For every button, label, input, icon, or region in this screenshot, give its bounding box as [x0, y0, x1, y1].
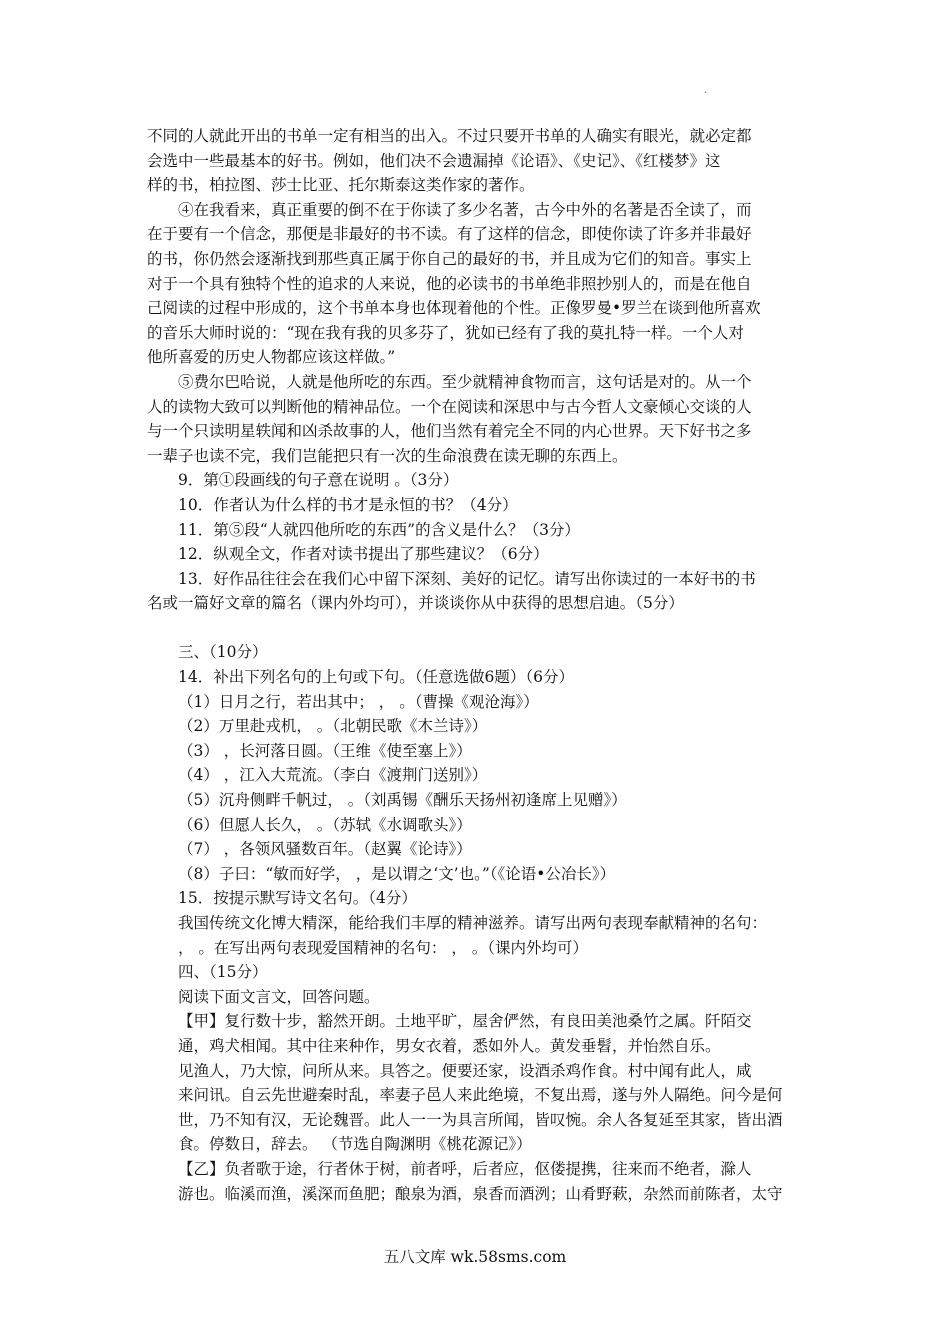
- text-line: 对于一个具有独特个性的追求的人来说，他的必读书的书单绝非照抄别人的，而是在他自: [147, 274, 752, 293]
- text-line: 在于要有一个信念，那便是非最好的书不读。有了这样的信念，即使你读了许多并非最好: [147, 225, 752, 244]
- passage-yi-line: 【乙】负者歌于途，行者休于树，前者呼，后者应，伛偻提携，往来而不绝者，滁人: [178, 1159, 752, 1178]
- question-15: 15．按提示默写诗文名句。（4分）: [178, 889, 417, 908]
- question-15-text-cont: ， 。在写出两句表现爱国精神的名句： ， 。（课内外均可）: [178, 938, 589, 957]
- verse-item: （6）但愿人长久， 。（苏轼《水调歌头》）: [178, 815, 472, 834]
- paragraph-4: [147, 198, 807, 370]
- verse-item: （2）万里赴戎机， 。（北朝民歌《木兰诗》）: [178, 717, 488, 736]
- spacer: [147, 616, 807, 641]
- passage-jia-line: 通，鸡犬相闻。其中往来种作，男女衣着，悉如外人。黄发垂髫，并怡然自乐。: [178, 1036, 721, 1055]
- text-line: 的音乐大师时说的：“现在我有我的贝多芬了，犹如已经有了我的莫扎特一样。一个人对: [147, 323, 744, 342]
- passage-jia-line: 【甲】复行数十步，豁然开朗。土地平旷，屋舍俨然，有良田美池桑竹之属。阡陌交: [178, 1012, 752, 1031]
- text-line: 己阅读的过程中形成的，这个书单本身也体现着他的个性。正像罗曼•罗兰在谈到他所喜欢: [147, 299, 761, 318]
- text-line: 的书，你仍然会逐渐找到那些真正属于你自己的最好的书，并且成为它们的知音。事实上: [147, 249, 752, 268]
- text-line: 样的书，柏拉图、莎士比亚、托尔斯泰这类作家的著作。: [147, 176, 535, 195]
- question-11: 11．第⑤段“人就四他所吃的东西”的含义是什么？（3分）: [178, 520, 580, 539]
- paragraph-3: [147, 124, 807, 198]
- question-15-text: 我国传统文化博大精深，能给我们丰厚的精神滋养。请写出两句表现奉献精神的名句：: [178, 914, 768, 932]
- verse-item: （3） ，长河落日圆。（王维《使至塞上》）: [178, 741, 472, 760]
- question-13: 13．好作品往往会在我们心中留下深刻、美好的记忆。请写出你读过的一本好书的书: [178, 569, 756, 588]
- document-body: [147, 124, 807, 1206]
- section-3: [147, 640, 807, 960]
- section-4-intro: 阅读下面文言文，回答问题。: [178, 987, 380, 1006]
- question-10: 10．作者认为什么样的书才是永恒的书？（4分）: [178, 495, 518, 514]
- section-4-heading: 四、（15分）: [178, 963, 268, 982]
- passage-jia-line: 食。停数日，辞去。 （节选自陶渊明《桃花源记》）: [178, 1135, 532, 1154]
- paragraph-5: [147, 370, 807, 468]
- text-line: ⑤费尔巴哈说，人就是他所吃的东西。至少就精神食物而言，这句话是对的。从一个: [178, 372, 752, 391]
- verse-item: （7） ，各领风骚数百年。（赵翼《论诗》）: [178, 840, 472, 859]
- verse-item: （1）日月之行，若出其中； ， 。（曹操《观沧海》）: [178, 692, 539, 711]
- text-line: ④在我看来，真正重要的倒不在于你读了多少名著，古今中外的名著是否全读了，而: [178, 200, 752, 219]
- text-line: 与一个只读明星轶闻和凶杀故事的人，他们当然有着完全不同的内心世界。天下好书之多: [147, 422, 752, 441]
- header-mark: ·: [704, 88, 708, 99]
- text-line: 他所喜爱的历史人物都应该这样做。”: [147, 348, 396, 367]
- passage-yi-line: 游也。临溪而渔，溪深而鱼肥；酿泉为酒，泉香而酒洌；山肴野蔌，杂然而前陈者，太守: [178, 1184, 783, 1203]
- verse-item: （5）沉舟侧畔千帆过， 。（刘禹锡《酬乐天扬州初逢席上见赠》）: [178, 791, 627, 810]
- section-4: [147, 960, 807, 1206]
- text-line: 人的读物大致可以判断他的精神品位。一个在阅读和深思中与古今哲人文豪倾心交谈的人: [147, 397, 752, 416]
- text-line: 会选中一些最基本的好书。例如，他们决不会遗漏掉《论语》、《史记》、《红楼梦》这: [147, 151, 721, 170]
- question-13-cont: 名或一篇好文章的篇名（课内外均可），并谈谈你从中获得的思想启迪。（5分）: [147, 594, 684, 613]
- text-line: 一辈子也读不完，我们岂能把只有一次的生命浪费在读无聊的东西上。: [147, 446, 628, 465]
- text-line: 不同的人就此开出的书单一定有相当的出入。不过只要开书单的人确实有眼光，就必定都: [147, 127, 752, 145]
- verse-item: （4） ，江入大荒流。（李白《渡荆门送别》）: [178, 766, 488, 785]
- question-9: 9．第①段画线的句子意在说明 。（3分）: [178, 471, 459, 490]
- section-3-heading: 三、（10分）: [178, 643, 268, 662]
- verse-item: （8）子曰：“敏而好学， ，是以谓之‘文’也。”（《论语•公冶长》）: [178, 864, 616, 883]
- passage-jia-line: 来问讯。自云先世避秦时乱，率妻子邑人来此绝境，不复出焉，遂与外人隔绝。问今是何: [178, 1086, 783, 1105]
- passage-jia-line: 世，乃不知有汉，无论魏晋。此人一一为具言所闻，皆叹惋。余人各复延至其家，皆出酒: [178, 1110, 783, 1129]
- footer-watermark: 五八文库 wk.58sms.com: [383, 1248, 567, 1266]
- question-14: 14．补出下列名句的上句或下句。（任意选做6题）（6分）: [178, 668, 574, 687]
- question-list: [147, 468, 807, 616]
- question-12: 12．纵观全文，作者对读书提出了那些建议？（6分）: [178, 545, 549, 564]
- passage-jia-line: 见渔人，乃大惊，问所从来。具答之。便要还家，设酒杀鸡作食。村中闻有此人，咸: [178, 1061, 752, 1080]
